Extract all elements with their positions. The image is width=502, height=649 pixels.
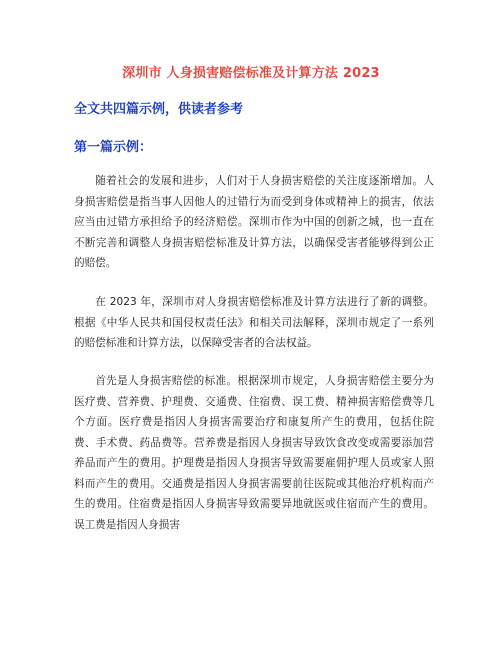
- paragraph-intro: 随着社会的发展和进步，人们对于人身损害赔偿的关注度逐渐增加。人身损害赔偿是指当事人因他人的过错行为而受到身体或精神上的损害，依法应当由过错方承担给予的经济赔偿。深圳市作为中国的创新之城，也一直在不断完善和调整人身损害赔偿标准及计算方法，以确保受害者能够得到公正的赔偿。: [74, 175, 434, 269]
- section-heading: 第一篇示例：: [74, 140, 153, 155]
- document-title: 深圳市 人身损害赔偿标准及计算方法 2023: [122, 66, 380, 81]
- paragraph-2023-adjustment: 在 2023 年，深圳市对人身损害赔偿标准及计算方法进行了新的调整。根据《中华人民共和国侵权责任法》和相关司法解释，深圳市规定了一系列的赔偿标准和计算方法，以保障受害者的合法权益。: [74, 296, 434, 349]
- paragraph-compensation-standards: 首先是人身损害赔偿的标准。根据深圳市规定，人身损害赔偿主要分为医疗费、营养费、护理费、交通费、住宿费、误工费、精神损害赔偿费等几个方面。医疗费是指因人身损害需要治疗和康复所产生的费用，包括住院费、手术费、药品费等。营养费是指因人身损害导致饮食改变或需要添加营养品而产生的费用。护理费是指因人身损害导致需要雇佣护理人员或家人照料而产生的费用。交通费是指因人身损害需要前往医院或其他治疗机构而产生的费用。住宿费是指因人身损害导致需要异地就医或住宿而产生的费用。误工费是指因人身损害: [74, 375, 434, 531]
- document-subtitle: 全文共四篇示例，供读者参考: [74, 102, 244, 117]
